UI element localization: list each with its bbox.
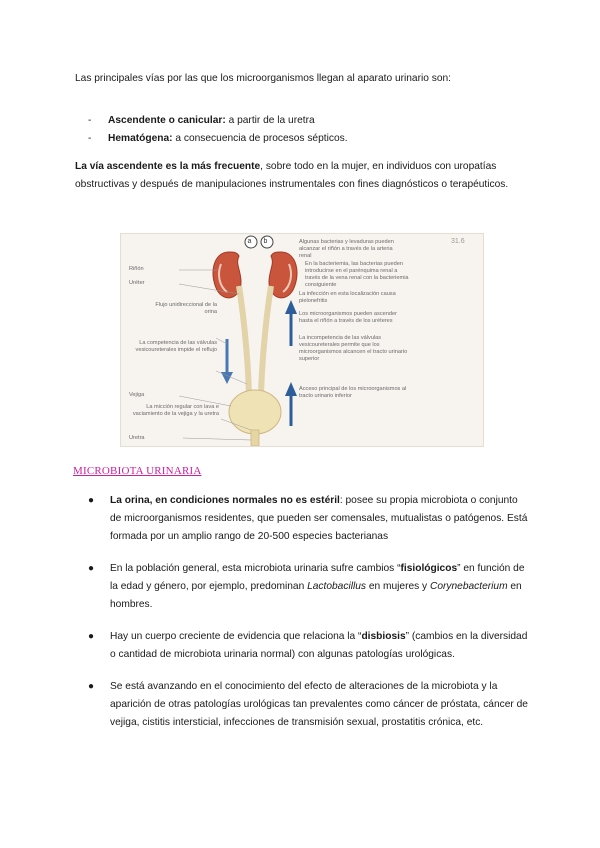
figure-number: 31.6: [451, 238, 465, 245]
badge-a: a: [247, 238, 252, 245]
left-label: Riñón: [129, 266, 144, 272]
list-item: ● Hay un cuerpo creciente de evidencia que relaciona la “disbiosis” (cambios en la diversidad o cantidad de microbiota urinaria normal) con algunas patologías urológicas.: [88, 628, 528, 664]
list-item: - Ascendente o canicular: a partir de la uretra: [88, 115, 315, 126]
microbiota-list: [88, 492, 528, 732]
right-label: La infección en esta localización causa pielonefritis: [299, 291, 396, 304]
left-label: La competencia de las válvulas vesicoureterales impide el reflujo: [135, 340, 217, 353]
left-label: Vejiga: [129, 392, 145, 398]
left-label: Uréter: [129, 280, 145, 286]
right-label: Los microorganismos pueden ascender hasta el riñón a través de los uréteres: [299, 311, 397, 324]
list-item: - Hematógena: a consecuencia de procesos sépticos.: [88, 133, 348, 144]
bullet-icon: ●: [88, 631, 95, 642]
left-label: Flujo unidireccional de la orina: [155, 302, 217, 315]
badge-b: b: [263, 238, 268, 245]
ascending-route-paragraph: La vía ascendente es la más frecuente, sobre todo en la mujer, en individuos con uropatías obstructivas y después de manipulaciones instrumentales con fines diagnósticos o terapéuticos.: [75, 161, 509, 190]
intro-paragraph: Las principales vías por las que los microorganismos llegan al aparato urinario son:: [75, 73, 452, 84]
left-label: Uretra: [129, 435, 145, 441]
right-label: La incompetencia de las válvulas vesicoureterales permite que los microorganismos alcancen el tracto urinario superior: [299, 335, 408, 362]
list-item: ● La orina, en condiciones normales no es estéril: posee su propia microbiota o conjunto de microorganismos residentes, que pueden ser comensales, mutualistas o patógenos. Está formada por un amplio rango de 20-500 especies bacterianas: [88, 492, 528, 546]
route-title: Ascendente o canicular:: [108, 115, 226, 126]
route-title: Hematógena:: [108, 133, 173, 144]
routes-list: [88, 112, 538, 148]
right-label: Algunas bacterias y levaduras pueden alcanzar el riñón a través de la arteria renal: [299, 239, 394, 259]
list-item: ● Se está avanzando en el conocimiento del efecto de alteraciones de la microbiota y la aparición de otras patologías urológicas tan prevalentes como cáncer de próstata, cáncer de vejiga, cistitis intersticial, infecciones de transmisión sexual, prostatitis crónica, etc.: [88, 678, 528, 732]
urinary-tract-figure: [120, 233, 484, 447]
list-item: ● En la población general, esta microbiota urinaria sufre cambios “fisiológicos” en función de la edad y género, por ejemplo, predominan Lactobacillus en mujeres y Corynebacterium en hombres.: [88, 560, 528, 614]
right-label: En la bacteriemia, las bacterias pueden introducirse en el parénquima renal a través de la vena renal con la bacteriemia consiguiente: [305, 261, 409, 288]
section-title: MICROBIOTA URINARIA: [73, 465, 202, 477]
right-label: Acceso principal de los microorganismos al tracto urinario inferior: [299, 386, 407, 399]
bullet-icon: ●: [88, 681, 95, 692]
bullet-icon: ●: [88, 495, 95, 506]
left-label: La micción regular con lava e vaciamiento de la vejiga y la uretra: [132, 404, 219, 417]
bullet-icon: ●: [88, 563, 95, 574]
